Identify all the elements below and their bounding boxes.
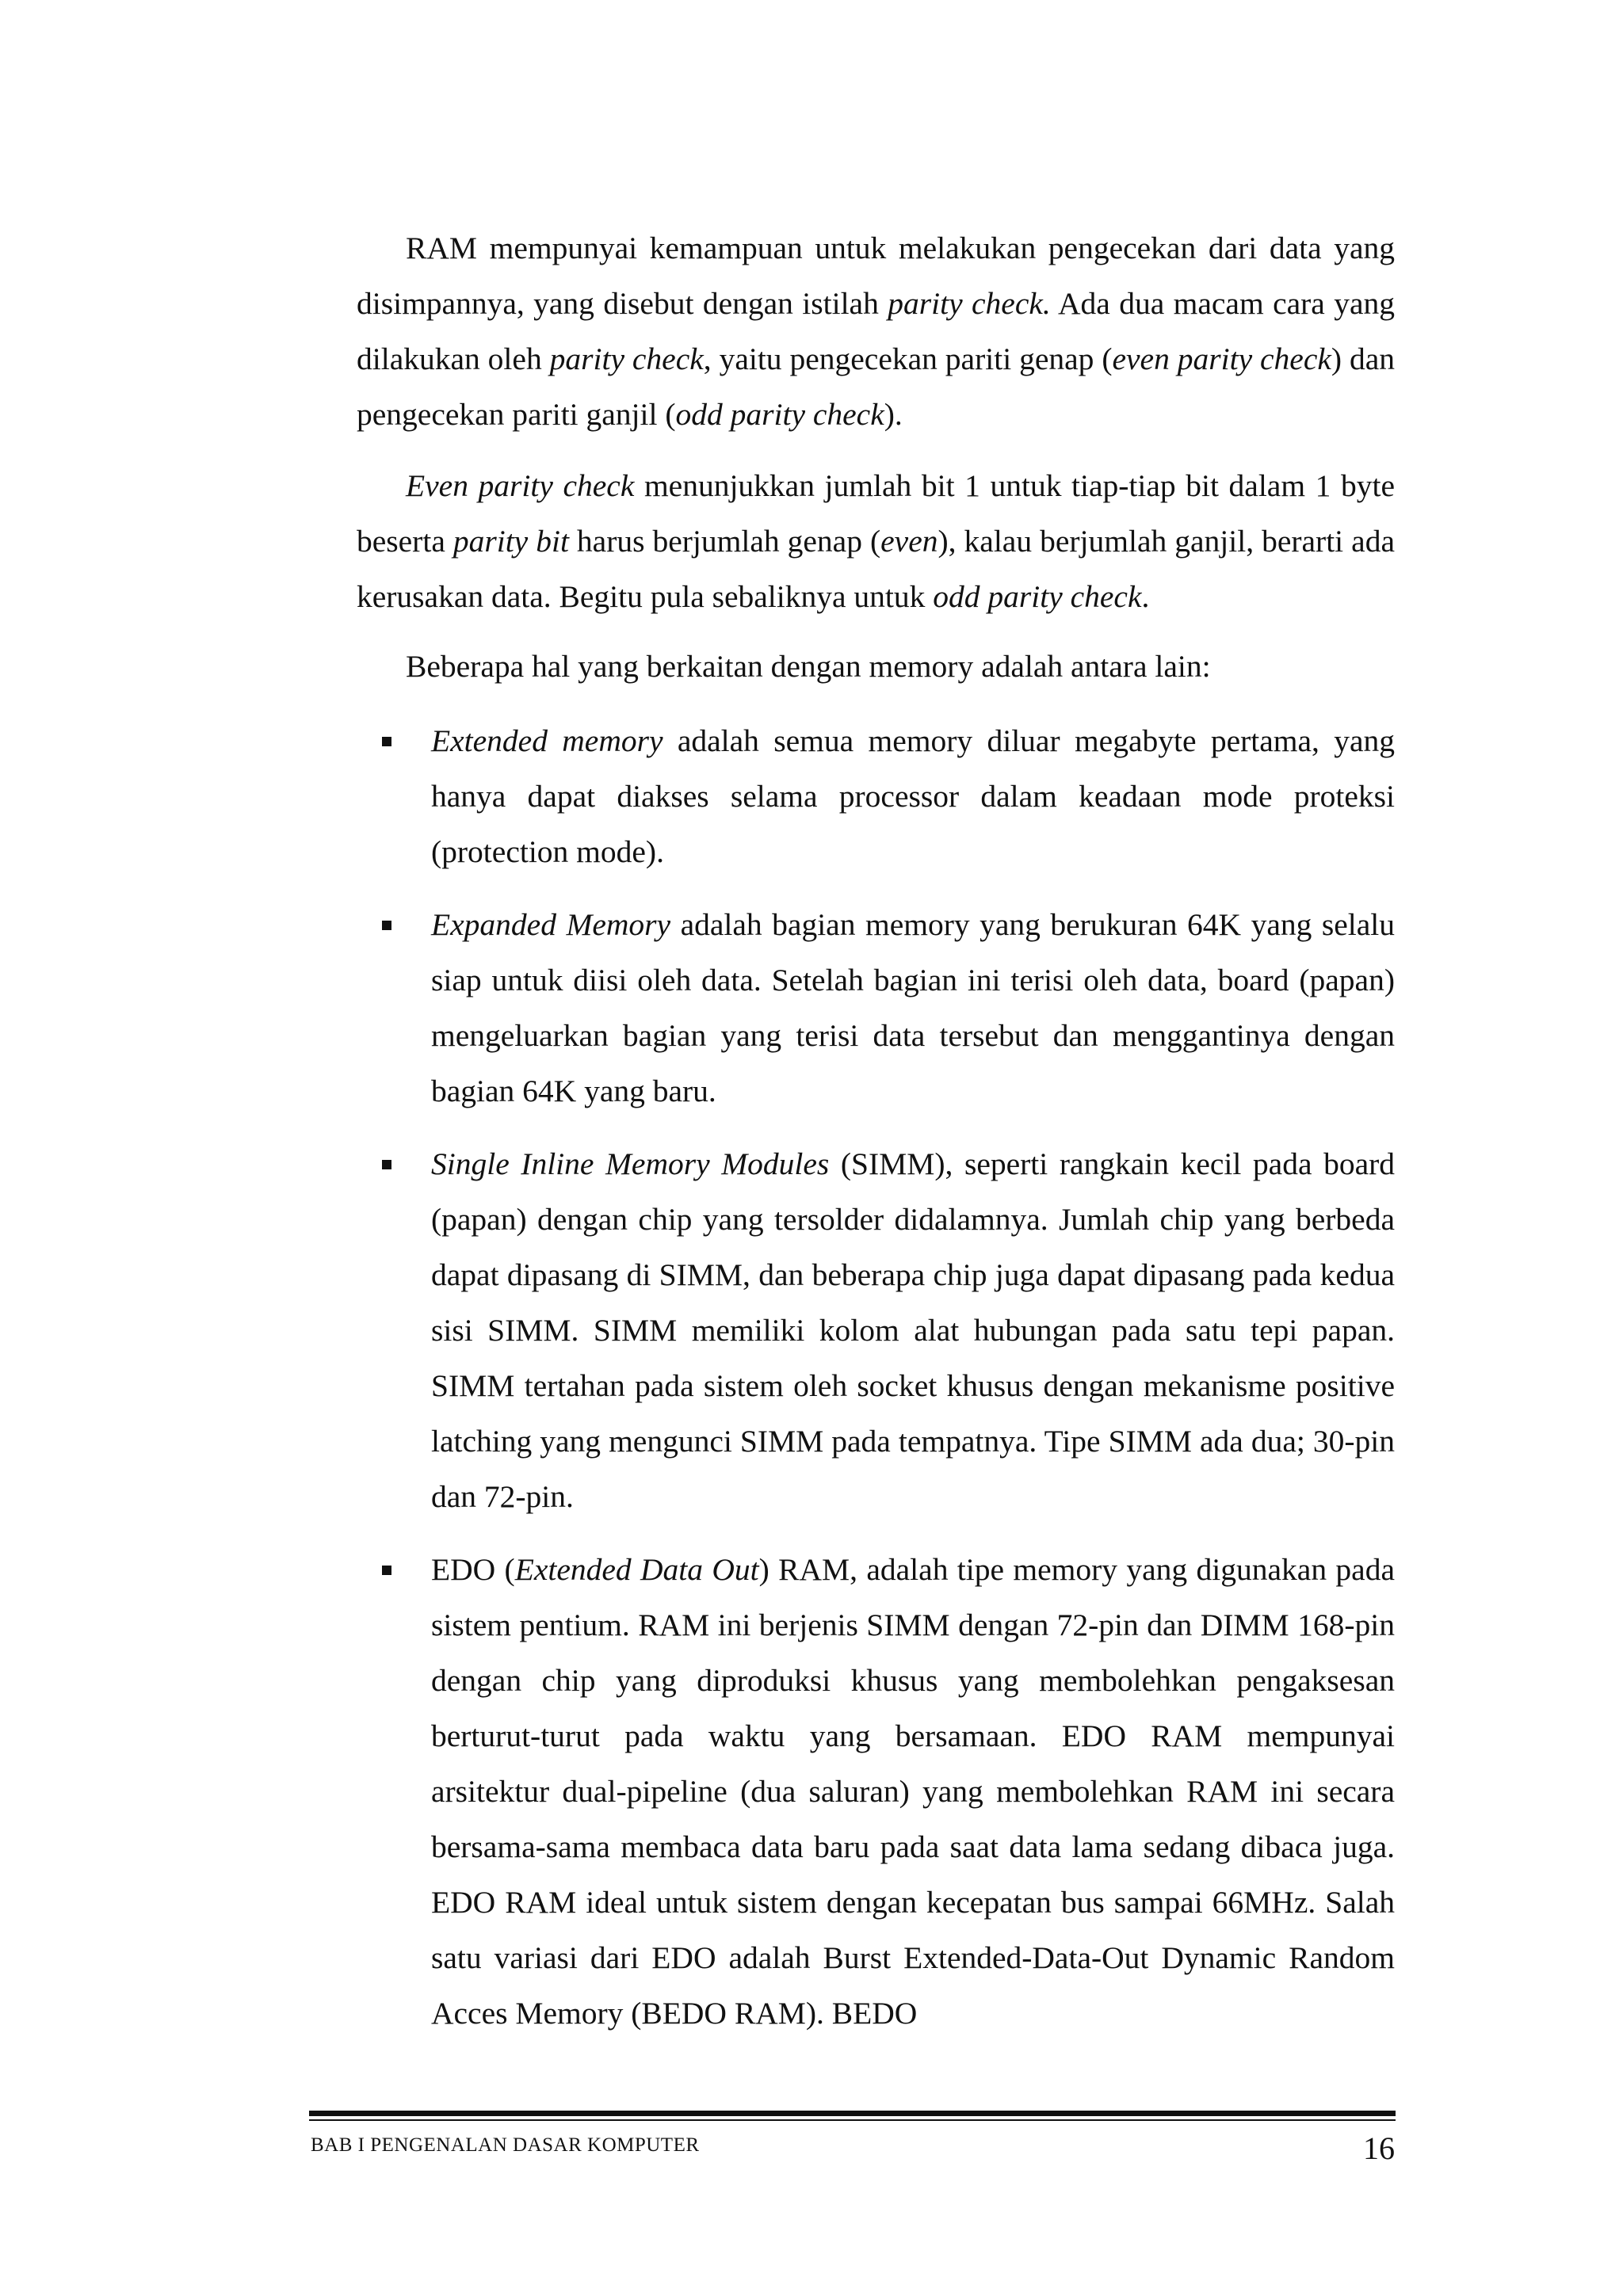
list-item-expanded-memory bbox=[431, 897, 1395, 1119]
italic-term: Single Inline Memory Modules bbox=[431, 1146, 830, 1181]
text-run: ) dan pengecekan pariti ganjil ( bbox=[357, 341, 1396, 432]
text-run: (SIMM), seperti rangkain kecil pada board (papan) dengan chip yang tersolder didalamnya. Jumlah chip yang berbeda dapat dipasang di SIMM, dan beberapa chip juga dapat dipasang pada kedua sisi SIMM. SIMM memiliki kolom alat hubungan pada satu tepi papan. SIMM tertahan pada sistem oleh socket khusus dengan mekanisme positive latching yang mengunci SIMM pada tempatnya. Tipe SIMM ada dua; 30-pin dan 72-pin. bbox=[431, 1146, 1395, 1514]
footer-chapter-title: BAB I PENGENALAN DASAR KOMPUTER bbox=[311, 2134, 700, 2156]
text-run: menunjukkan jumlah bit 1 untuk tiap-tiap bit dalam 1 byte beserta bbox=[357, 468, 1395, 559]
italic-term: parity check bbox=[549, 341, 704, 376]
text-run: harus berjumlah genap ( bbox=[568, 524, 881, 559]
list-item-text bbox=[431, 1542, 1395, 2041]
text-run: . bbox=[1141, 579, 1150, 614]
text-run: ), kalau berjumlah ganjil, berarti ada kerusakan data. Begitu pula sebaliknya untuk bbox=[357, 524, 1395, 614]
text-run: Ada dua macam cara yang dilakukan oleh bbox=[357, 286, 1396, 376]
footer-rule-thin bbox=[309, 2119, 1396, 2121]
memory-types-list bbox=[357, 713, 1395, 2041]
paragraph-parity-check bbox=[357, 220, 1395, 442]
text-run: ) RAM, adalah tipe memory yang digunakan pada sistem pentium. RAM ini berjenis SIMM dengan 72-pin dan DIMM 168-pin dengan chip yang diproduksi khusus yang membolehkan pengaksesan berturut-turut pada waktu yang bersamaan. EDO RAM mempunyai arsitektur dual-pipeline (dua saluran) yang membolehkan RAM ini secara bersama-sama membaca data baru pada saat data lama sedang dibaca juga. EDO RAM ideal untuk sistem dengan kecepatan bus sampai 66MHz. Salah satu variasi dari EDO adalah Burst Extended-Data-Out Dynamic Random Acces Memory (BEDO RAM). BEDO bbox=[431, 1552, 1395, 2031]
italic-term: odd parity check bbox=[933, 579, 1142, 614]
paragraph-intro-list: Beberapa hal yang berkaitan dengan memory adalah antara lain: bbox=[406, 649, 1211, 684]
italic-term: Even parity check bbox=[406, 468, 635, 503]
list-item-text bbox=[431, 713, 1395, 879]
footer-rule-thick bbox=[309, 2111, 1396, 2116]
page-number: 16 bbox=[1363, 2130, 1395, 2166]
page-body bbox=[357, 220, 1395, 2058]
square-bullet-icon bbox=[382, 1160, 391, 1169]
italic-term: even parity check bbox=[1112, 341, 1331, 376]
square-bullet-icon bbox=[382, 737, 391, 746]
square-bullet-icon bbox=[382, 1566, 391, 1575]
list-item-simm bbox=[431, 1136, 1395, 1524]
text-run: RAM mempunyai kemampuan untuk melakukan pengecekan dari data yang disimpannya, yang disebut dengan istilah bbox=[357, 231, 1395, 321]
text-run: , yaitu pengecekan pariti genap ( bbox=[703, 341, 1113, 376]
italic-term: odd parity check bbox=[675, 397, 884, 432]
italic-term: Expanded Memory bbox=[431, 907, 671, 942]
list-item-extended-memory bbox=[431, 713, 1395, 879]
square-bullet-icon bbox=[382, 921, 391, 930]
text-run: adalah semua memory diluar megabyte pertama, yang hanya dapat diakses selama processor dalam keadaan mode proteksi (protection mode). bbox=[431, 723, 1396, 869]
text-run: adalah bagian memory yang berukuran 64K yang selalu siap untuk diisi oleh data. Setelah bagian ini terisi oleh data, board (papan) mengeluarkan bagian yang terisi data tersebut dan menggantinya dengan bagian 64K yang baru. bbox=[431, 907, 1396, 1108]
italic-term: parity bit bbox=[453, 524, 569, 559]
text-run: ). bbox=[884, 397, 903, 432]
list-item-text bbox=[431, 1136, 1395, 1524]
italic-term: Extended Data Out bbox=[514, 1552, 759, 1587]
list-item-edo-ram bbox=[431, 1542, 1395, 2041]
italic-term: Extended memory bbox=[431, 723, 663, 758]
italic-term: even bbox=[880, 524, 938, 559]
text-run: EDO ( bbox=[431, 1552, 515, 1587]
italic-term: parity check. bbox=[888, 286, 1051, 321]
paragraph-even-parity bbox=[357, 458, 1395, 624]
list-item-text bbox=[431, 897, 1395, 1119]
